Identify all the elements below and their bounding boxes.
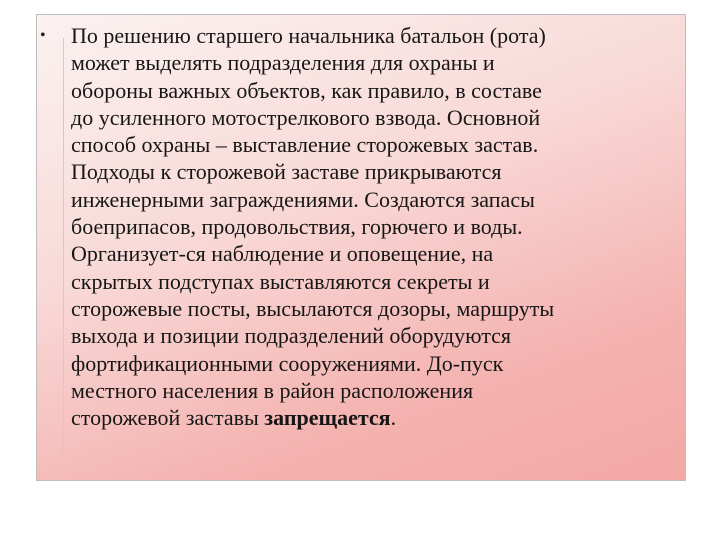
text-line: инженерными заграждениями. Создаются запасы xyxy=(71,186,535,212)
text-line: скрытых подступах выставляются секреты и xyxy=(71,268,490,294)
last-line-prefix: сторожевой заставы xyxy=(71,405,265,431)
text-line: сторожевые посты, высылаются дозоры, маршруты xyxy=(71,295,555,321)
text-line: обороны важных объектов, как правило, в составе xyxy=(71,77,542,103)
left-divider-line xyxy=(63,38,64,456)
last-line-suffix: . xyxy=(390,405,397,431)
text-line: фортификационными сооружениями. До-пуск xyxy=(71,350,504,376)
text-line-last xyxy=(71,404,681,431)
text-line: боеприпасов, продовольствия, горючего и воды. xyxy=(71,214,523,240)
text-line: может выделять подразделения для охраны и xyxy=(71,50,495,76)
text-line: Организует-ся наблюдение и оповещение, на xyxy=(71,241,494,267)
text-line: до усиленного мотострелкового взвода. Основной xyxy=(71,104,541,130)
text-line: местного населения в район расположения xyxy=(71,377,474,403)
text-line: способ охраны – выставление сторожевых застав. xyxy=(71,132,539,158)
paragraph-text xyxy=(71,22,681,431)
text-line: выхода и позиции подразделений оборудуются xyxy=(71,323,512,349)
bullet-icon: • xyxy=(40,27,46,44)
emphasized-word: запрещается xyxy=(264,405,391,431)
text-line: По решению старшего начальника батальон (рота) xyxy=(71,23,546,48)
text-line: Подходы к сторожевой заставе прикрываются xyxy=(71,159,502,185)
